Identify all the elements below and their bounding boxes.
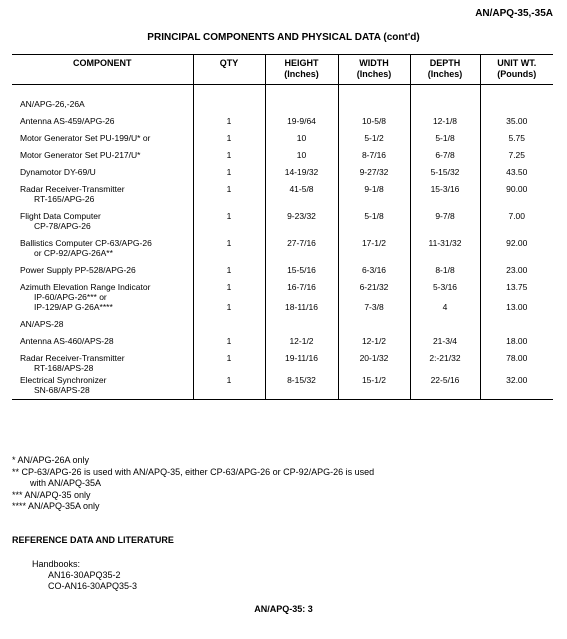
component-line: Dynamotor DY-69/U [20, 167, 96, 177]
cell-unit-wt [480, 275, 553, 312]
table-row [12, 160, 553, 177]
value-line: 15-5/16 [287, 265, 316, 275]
col-header-depth: DEPTH (Inches) [410, 55, 480, 85]
cell-width [338, 109, 410, 126]
cell-component [12, 312, 193, 329]
cell-unit-wt [480, 160, 553, 177]
cell-height [265, 177, 338, 204]
cell-unit-wt [480, 126, 553, 143]
value-line: 90.00 [506, 184, 528, 194]
cell-width [338, 126, 410, 143]
cell-depth [410, 109, 480, 126]
value-line: 22-5/16 [430, 375, 460, 385]
cell-component [12, 258, 193, 275]
cell-height [265, 85, 338, 110]
value-line: 1 [226, 265, 232, 275]
cell-unit-wt [480, 312, 553, 329]
value-line: 13.75 [506, 282, 528, 292]
component-line: Radar Receiver-Transmitter [20, 184, 125, 194]
handbook-item: AN16-30APQ35-2 [48, 570, 121, 580]
value-line: 10 [296, 150, 307, 160]
component-line: Azimuth Elevation Range Indicator [20, 282, 151, 292]
value-line: 1 [226, 375, 232, 385]
cell-depth [410, 373, 480, 400]
component-line: Electrical Synchronizer [20, 375, 107, 385]
cell-unit-wt [480, 346, 553, 373]
table-row [12, 231, 553, 258]
value-line: 9-27/32 [359, 167, 389, 177]
cell-width [338, 312, 410, 329]
value-line: 1 [226, 238, 232, 248]
value-line: 15-3/16 [430, 184, 460, 194]
cell-width [338, 143, 410, 160]
cell-component [12, 126, 193, 143]
cell-height [265, 329, 338, 346]
value-line [198, 319, 261, 329]
component-line: Radar Receiver-Transmitter [20, 353, 125, 363]
component-line: RT-165/APG-26 [34, 194, 95, 204]
value-line: 17-1/2 [361, 238, 387, 248]
value-line: 7.00 [508, 211, 526, 221]
value-line: 92.00 [506, 238, 528, 248]
cell-component [12, 177, 193, 204]
cell-qty [193, 204, 265, 231]
cell-depth [410, 85, 480, 110]
value-line [270, 319, 334, 329]
table-row [12, 204, 553, 231]
component-line: Ballistics Computer CP-63/APG-26 [20, 238, 152, 248]
cell-unit-wt [480, 231, 553, 258]
table-header-row [12, 55, 553, 85]
references-heading: REFERENCE DATA AND LITERATURE [12, 535, 174, 545]
value-line: 1 [226, 353, 232, 363]
cell-width [338, 275, 410, 312]
page-footer: AN/APQ-35: 3 [254, 604, 313, 614]
col-header-width: WIDTH (Inches) [338, 55, 410, 85]
table-row [12, 177, 553, 204]
cell-unit-wt [480, 177, 553, 204]
value-line: 6-7/8 [435, 150, 455, 160]
cell-height [265, 275, 338, 312]
footnote: **** AN/APQ-35A only [12, 501, 100, 511]
footnote: *** AN/APQ-35 only [12, 489, 91, 500]
cell-depth [410, 177, 480, 204]
cell-width [338, 231, 410, 258]
cell-qty [193, 373, 265, 400]
value-line: 5-1/2 [364, 133, 384, 143]
value-line: 12-1/2 [289, 336, 314, 346]
cell-component [12, 143, 193, 160]
value-line [198, 292, 261, 302]
value-line [198, 99, 261, 109]
value-line: 18-11/16 [285, 302, 318, 312]
component-line: Power Supply PP-528/APG-26 [20, 265, 136, 275]
col-header-qty: QTY [193, 55, 265, 85]
value-line: 9-23/32 [287, 211, 316, 221]
value-line: 32.00 [506, 375, 528, 385]
value-line: 78.00 [506, 353, 528, 363]
cell-unit-wt [480, 373, 553, 400]
component-line: CP-78/APG-26 [34, 221, 91, 231]
col-header-height: HEIGHT (Inches) [265, 55, 338, 85]
cell-unit-wt [480, 143, 553, 160]
value-line: 5-1/8 [364, 211, 384, 221]
cell-height [265, 204, 338, 231]
component-line: AN/APS-28 [20, 319, 64, 329]
components-table [12, 54, 553, 400]
value-line: 1 [226, 150, 232, 160]
footnote: * AN/APG-26A only [12, 455, 90, 465]
value-line: 18.00 [506, 336, 528, 346]
value-line: 35.00 [506, 116, 528, 126]
value-line: 1 [226, 133, 232, 143]
cell-height [265, 126, 338, 143]
cell-qty [193, 346, 265, 373]
value-line [415, 319, 476, 329]
cell-qty [193, 258, 265, 275]
value-line: 23.00 [506, 265, 528, 275]
value-line: 1 [226, 167, 232, 177]
handbook-item: CO-AN16-30APQ35-3 [48, 581, 138, 591]
value-line [415, 99, 476, 109]
cell-component [12, 373, 193, 400]
cell-unit-wt [480, 85, 553, 110]
cell-width [338, 204, 410, 231]
component-line: IP-60/APG-26*** or [34, 292, 107, 302]
cell-component [12, 275, 193, 312]
value-line: 5-15/32 [430, 167, 460, 177]
cell-qty [193, 312, 265, 329]
value-line: 5-1/8 [435, 133, 455, 143]
cell-depth [410, 204, 480, 231]
cell-depth [410, 258, 480, 275]
component-line: Flight Data Computer [20, 211, 101, 221]
cell-height [265, 143, 338, 160]
table-row [12, 275, 553, 312]
value-line [270, 99, 334, 109]
cell-height [265, 373, 338, 400]
component-line: IP-129/AP G-26A**** [34, 302, 113, 312]
cell-height [265, 258, 338, 275]
col-header-unit-wt: UNIT WT. (Pounds) [480, 55, 553, 85]
value-line: 7-3/8 [364, 302, 384, 312]
value-line: 6-3/16 [361, 265, 387, 275]
value-line [343, 99, 406, 109]
value-line: 19-11/16 [285, 353, 318, 363]
value-line: 10 [296, 133, 307, 143]
cell-qty [193, 85, 265, 110]
cell-height [265, 231, 338, 258]
references-list [32, 559, 137, 592]
cell-component [12, 109, 193, 126]
value-line: 21-3/4 [432, 336, 458, 346]
cell-unit-wt [480, 329, 553, 346]
cell-depth [410, 143, 480, 160]
cell-depth [410, 126, 480, 143]
table-row [12, 312, 553, 329]
cell-component [12, 85, 193, 110]
cell-height [265, 160, 338, 177]
cell-component [12, 346, 193, 373]
component-line: Motor Generator Set PU-217/U* [20, 150, 141, 160]
handbooks-label: Handbooks: [32, 559, 81, 569]
cell-width [338, 373, 410, 400]
value-line: 15-1/2 [361, 375, 387, 385]
value-line: 1 [226, 302, 232, 312]
cell-depth [410, 346, 480, 373]
value-line: 8-7/16 [361, 150, 387, 160]
value-line: 9-7/8 [435, 211, 455, 221]
value-line [415, 292, 476, 302]
component-line: RT-168/APS-28 [34, 363, 94, 373]
value-line: 5-3/16 [432, 282, 458, 292]
value-line [343, 319, 406, 329]
value-line: 1 [226, 282, 232, 292]
value-line [485, 99, 550, 109]
value-line: 1 [226, 336, 232, 346]
cell-component [12, 160, 193, 177]
cell-component [12, 204, 193, 231]
cell-unit-wt [480, 109, 553, 126]
footnotes [12, 455, 557, 513]
value-line: 5.75 [508, 133, 526, 143]
cell-qty [193, 143, 265, 160]
value-line: 11-31/32 [428, 238, 462, 248]
cell-width [338, 177, 410, 204]
cell-depth [410, 312, 480, 329]
col-header-component: COMPONENT [12, 55, 193, 85]
cell-depth [410, 329, 480, 346]
table-row [12, 329, 553, 346]
value-line: 1 [226, 116, 232, 126]
cell-qty [193, 231, 265, 258]
cell-qty [193, 329, 265, 346]
table-row [12, 143, 553, 160]
value-line: 1 [226, 184, 232, 194]
value-line: 7.25 [508, 150, 526, 160]
value-line: 41-5/8 [289, 184, 314, 194]
cell-width [338, 329, 410, 346]
cell-width [338, 258, 410, 275]
document-id: AN/APQ-35,-35A [475, 8, 553, 19]
value-line: 10-5/8 [361, 116, 387, 126]
cell-height [265, 312, 338, 329]
cell-qty [193, 160, 265, 177]
value-line: 12-1/8 [432, 116, 458, 126]
value-line: 4 [442, 302, 448, 312]
value-line: 1 [226, 211, 232, 221]
cell-component [12, 231, 193, 258]
value-line: 43.50 [506, 167, 528, 177]
value-line [485, 292, 550, 302]
cell-height [265, 346, 338, 373]
cell-qty [193, 126, 265, 143]
value-line: 6-21/32 [359, 282, 389, 292]
table-row [12, 109, 553, 126]
value-line: 12-1/2 [361, 336, 387, 346]
table-row [12, 346, 553, 373]
footnote-continuation: with AN/APQ-35A [30, 478, 102, 488]
cell-component [12, 329, 193, 346]
value-line: 14-19/32 [284, 167, 319, 177]
cell-qty [193, 109, 265, 126]
component-line: Motor Generator Set PU-199/U* or [20, 133, 151, 143]
table-row [12, 126, 553, 143]
value-line: 20-1/32 [359, 353, 389, 363]
cell-depth [410, 160, 480, 177]
component-line: Antenna AS-459/APG-26 [20, 116, 115, 126]
component-line: SN-68/APS-28 [34, 385, 90, 395]
cell-qty [193, 275, 265, 312]
cell-width [338, 160, 410, 177]
value-line [343, 292, 406, 302]
value-line [485, 319, 550, 329]
cell-unit-wt [480, 204, 553, 231]
value-line: 27-7/16 [287, 238, 316, 248]
table-row [12, 373, 553, 400]
cell-height [265, 109, 338, 126]
cell-qty [193, 177, 265, 204]
cell-width [338, 85, 410, 110]
cell-unit-wt [480, 258, 553, 275]
table-title: PRINCIPAL COMPONENTS AND PHYSICAL DATA (cont'd) [147, 32, 420, 43]
component-line: Antenna AS-460/APS-28 [20, 336, 114, 346]
cell-width [338, 346, 410, 373]
component-line: or CP-92/APG-26A** [34, 248, 113, 258]
value-line: 8-15/32 [287, 375, 316, 385]
footnote: ** CP-63/APG-26 is used with AN/APQ-35, either CP-63/APG-26 or CP-92/APG-26 is used [12, 466, 375, 477]
value-line: 13.00 [506, 302, 528, 312]
table-row [12, 258, 553, 275]
value-line [270, 292, 334, 302]
table-row [12, 85, 553, 110]
value-line: 16-7/16 [287, 282, 316, 292]
cell-depth [410, 275, 480, 312]
value-line: 8-1/8 [435, 265, 455, 275]
value-line: 9-1/8 [364, 184, 384, 194]
cell-depth [410, 231, 480, 258]
component-line: AN/APG-26,-26A [20, 99, 85, 109]
value-line: 2:-21/32 [429, 353, 461, 363]
value-line: 19-9/64 [287, 116, 316, 126]
